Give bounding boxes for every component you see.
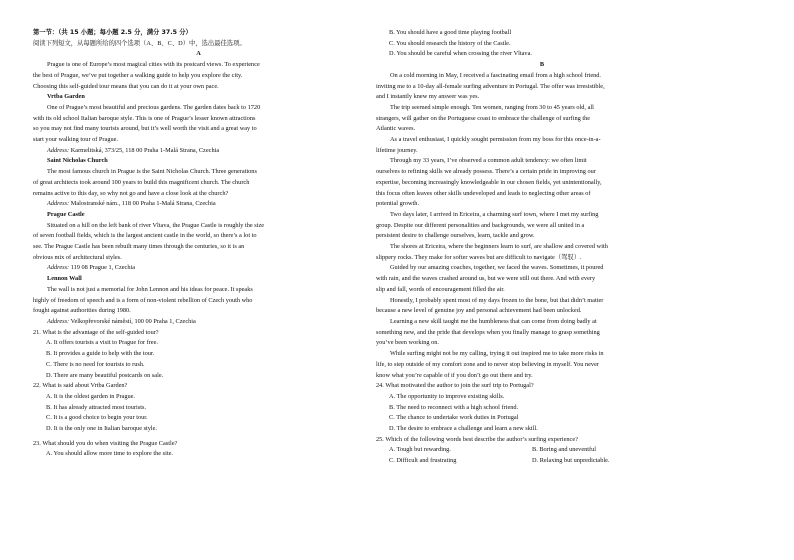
passage-b-line: something new, and the pride that develops when you finally manage to grasp something [376,328,600,336]
passage-b-line: On a cold morning in May, I received a fascinating email from a high school friend. [390,71,601,79]
question-25-option: C. Difficult and frustrating [389,457,457,465]
passage-b-line: potential growth. [376,200,420,208]
passage-b-line: and I instantly knew my answer was yes. [376,93,480,101]
question-23-option: C. You should research the history of the Castle. [389,39,511,47]
question-25-option: B. Boring and uneventful [532,446,597,454]
passage-b-line: life, to step outside of my comfort zone and to never stop believing in myself. You never [376,360,599,368]
lennon-address: Address: Velkopřevorské náměstí, 100 00 Praha 1, Czechia [47,317,196,325]
question-24-option: B. The need to reconnect with a high school friend. [389,403,519,411]
question-24-option: A. The opportunity to improve existing skills. [389,392,505,400]
castle-line: Situated on a hill on the left bank of river Vltava, the Prague Castle is roughly the size [47,221,265,229]
question-23-option: D. You should be careful when crossing the river Vltava. [389,50,532,58]
question-22-option: B. It has already attracted most tourists. [46,403,147,411]
question-25-option: D. Relaxing but unpredictable. [532,457,610,465]
question-21-stem: 21. What is the advantage of the self-guided tour? [33,328,159,336]
question-22-option: D. It is the only one in Italian baroque style. [46,425,158,433]
passage-b-line: Honestly, I probably spent most of my days frozen to the bone, but that didn’t matter [390,296,604,304]
passage-b-line: The shores at Ericeira, where the beginners learn to surf, are shallow and covered with [390,243,608,251]
question-25-stem: 25. Which of the following words best describe the author’s surfing experience? [376,435,578,443]
passage-b-line: The trip seemed simple enough. Ten women, ranging from 30 to 45 years old, all [390,103,594,111]
question-24-stem: 24. What motivated the author to join the surf trip to Portugal? [376,382,534,390]
passage-b-line: know what you’re capable of if you don’t go out there and try. [376,371,533,379]
question-22-option: C. It is a good choice to begin your tour. [46,414,148,422]
question-23-stem: 23. What should you do when visiting the Prague Castle? [33,439,178,447]
nicholas-line: of great architects took around 100 years to build this magnificent church. The church [33,178,250,186]
vrtba-line: with its old school Italian baroque style. This is one of Prague’s lesser known attractions [33,114,256,122]
instruction: 阅读下列短文，从每题所给的四个选项（A、B、C、D）中，选出最佳选项。 [33,39,246,47]
passage-a-label: A [196,50,201,58]
question-24-option: D. The desire to embrace a challenge and learn a new skill. [389,425,538,433]
lennon-line: The wall is not just a memorial for John Lennon and his ideas for peace. It speaks [47,285,253,293]
lennon-title: Lennon Wall [47,275,82,283]
passage-b-line: slippery rocks. They make for softer waves but are difficult to navigate（驾驭）. [376,253,582,261]
passage-b-line: As a travel enthusiast, I quickly sought permission from my boss for this once-in-a- [390,136,601,144]
passage-b-line: with rain, and the waves crashed around us, but we were still out there. And with every [376,275,596,283]
nicholas-address: Address: Malostranské nám., 118 00 Praha 1-Malá Strana, Czechia [47,200,216,208]
lennon-line: highly of freedom of speech and is a form of non-violent rebellion of Czech youth who [33,296,253,304]
passage-b-line: strangers, will gather on the Portuguese coast to embrace the challenge of surfing the [376,114,591,122]
left-column [33,28,364,460]
question-25-option: A. Tough but rewarding. [389,446,451,454]
castle-line: see. The Prague Castle has been rebuilt many times through the centuries, so it is an [33,243,245,251]
castle-line: of seven football fields, which is the largest ancient castle in the world, so there’s a lot to [33,232,257,240]
nicholas-line: remains active to this day, so why not go and have a close look at the church? [33,189,229,197]
passage-b-line: While surfing might not be my calling, trying it out inspired me to take more risks in [390,350,604,358]
passage-b-line: Guided by our amazing coaches, together, we faced the waves. Sometimes, it poured [390,264,604,272]
passage-b-line: this focus often leaves other skills undeveloped and leads to neglecting other areas of [376,189,591,197]
castle-address: Address: 119 08 Prague 1, Czechia [47,264,136,272]
passage-b-line: persistent desire to challenge ourselves, learn, tackle and grow. [376,232,535,240]
question-23-option: A. You should allow more time to explore the site. [46,450,173,458]
question-21-option: C. There is no need for tourists to rush. [46,360,145,368]
passage-b-label: B [539,61,545,69]
right-column [376,28,708,467]
vrtba-address: Address: Karmelitská, 373/25, 118 00 Praha 1-Malá Strana, Czechia [47,146,220,154]
question-21-option: A. It offers tourists a visit to Prague for free. [46,339,158,347]
passage-b-line: Through my 33 years, I’ve observed a common adult tendency: we often limit [390,157,587,165]
passage-b-line: ourselves to refining skills we already possess. There’s a certain pride in improving our [376,168,596,176]
vrtba-line: start your walking tour of Prague. [33,136,118,144]
passage-b-line: expertise, becoming increasingly knowledgeable in our chosen fields, yet unintentionally, [376,178,602,186]
passage-b-line: inviting me to a 10-day all-female surfing adventure in Portugal. The offer was irresistible, [376,82,605,90]
passage-b-line: Learning a new skill taught me the humbleness that can come from doing badly at [390,317,597,325]
passage-b-line: you’ve been working on. [376,339,439,347]
question-22-stem: 22. What is said about Vrtba Garden? [33,382,128,390]
castle-line: obvious mix of architectural styles. [33,253,122,261]
vrtba-line: One of Prague’s most beautiful and precious gardens. The garden dates back to 1720 [47,103,261,111]
passage-b-line: lifetime journey. [376,146,418,154]
nicholas-title: Saint Nicholas Church [47,157,108,165]
question-23-option: B. You should have a good time playing football [389,29,512,36]
question-21-option: B. It provides a guide to help with the tour. [46,350,155,358]
question-25-options-row [376,456,708,467]
passage-b-line: Atlantic waves. [376,125,416,133]
passage-b-line: slip and fall, words of encouragement filled the air. [376,285,505,293]
vrtba-line: so you may not find many tourists around, but it’s well worth the visit and a great way to [33,125,257,133]
intro-line: Prague is one of Europe’s most magical cities with its postcard views. To experience [47,61,260,69]
passage-b-line: because a new level of genuine joy and personal achievement had been unlocked. [376,307,582,315]
passage-b-line: Two days later, I arrived in Ericeira, a charming surf town, where I met my surfing [390,210,599,218]
question-22-option: A. It is the oldest garden in Prague. [46,392,136,400]
nicholas-line: The most famous church in Prague is the Saint Nicholas Church. Three generations [47,168,257,176]
lennon-line: fought against authorities during 1980. [33,307,131,315]
intro-line: Choosing this self-guided tour means that you can do it at your own pace. [33,82,219,90]
passage-b-line: group. Despite our different personalities and backgrounds, we were all united in a [376,221,585,229]
question-24-option: C. The chance to undertake work duties in Portugal [389,414,519,422]
intro-line: the best of Prague, we’ve put together a walking guide to help you explore the city. [33,71,243,79]
question-25-options-row [376,445,708,456]
vrtba-title: Vrtba Garden [47,93,85,101]
question-21-option: D. There are many beautiful postcards on sale. [46,371,164,379]
section-title: 第一节：（共 15 小题；每小题 2.5 分，满分 37.5 分） [33,29,192,36]
castle-title: Prague Castle [47,210,85,218]
